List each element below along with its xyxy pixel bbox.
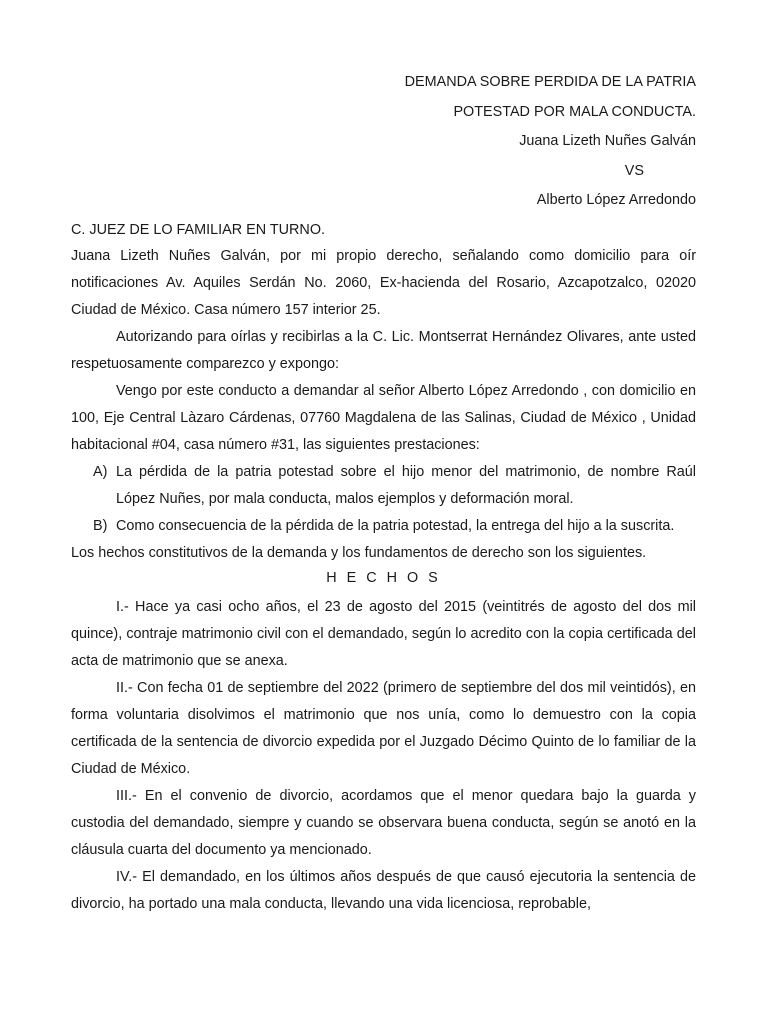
document-body xyxy=(71,217,696,918)
petition-item xyxy=(71,459,696,513)
authorization-paragraph: Autorizando para oírlas y recibirlas a la C. Lic. Montserrat Hernández Olivares, ante usted respetuosamente comparezco y expongo: xyxy=(71,329,696,372)
fact-paragraph: II.- Con fecha 01 de septiembre del 2022 (primero de septiembre del dos mil veintidós), en forma voluntaria disolvimos el matrimonio que nos unía, como lo demuestro con la copia certificada de la sentencia de divorcio expedida por el Juzgado Décimo Quinto de lo familiar de la Ciudad de México. xyxy=(71,680,696,777)
transition-paragraph: Los hechos constitutivos de la demanda y los fundamentos de derecho son los siguientes. xyxy=(71,545,647,561)
petition-item xyxy=(71,513,696,540)
claim-paragraph: Vengo por este conducto a demandar al señor Alberto López Arredondo , con domicilio en 100, Eje Central Làzaro Cárdenas, 07760 Magdalena de las Salinas, Ciudad de México , Unidad habitacional #04, casa número #31, las siguientes prestaciones: xyxy=(71,383,696,453)
petition-text: Como consecuencia de la pérdida de la patria potestad, la entrega del hijo a la suscrita. xyxy=(116,518,675,534)
petition-marker: B) xyxy=(93,518,108,534)
facts-section-title: H E C H O S xyxy=(326,570,441,586)
petition-list xyxy=(71,459,696,540)
document-title-line-2: POTESTAD POR MALA CONDUCTA. xyxy=(453,103,696,120)
fact-paragraph: I.- Hace ya casi ocho años, el 23 de agosto del 2015 (veintitrés de agosto del dos mil quince), contraje matrimonio civil con el demandado, según lo acredito con la copia certificada del acta de matrimonio que se anexa. xyxy=(71,599,696,669)
petition-marker: A) xyxy=(93,464,108,480)
versus-label: VS xyxy=(624,162,644,179)
fact-paragraph: IV.- El demandado, en los últimos años después de que causó ejecutoria la sentencia de divorcio, ha portado una mala conducta, llevando una vida licenciosa, reprobable, xyxy=(71,869,696,912)
document-heading xyxy=(276,69,696,217)
defendant-name: Alberto López Arredondo xyxy=(536,192,696,208)
addressee: C. JUEZ DE LO FAMILIAR EN TURNO. xyxy=(71,222,326,238)
document-title-line-1: DEMANDA SOBRE PERDIDA DE LA PATRIA xyxy=(404,74,696,90)
intro-paragraph: Juana Lizeth Nuñes Galván, por mi propio derecho, señalando como domicilio para oír notificaciones Av. Aquiles Serdán No. 2060, Ex-hacienda del Rosario, Azcapotzalco, 02020 Ciudad de México. Casa número 157 interior 25. xyxy=(71,248,696,318)
fact-paragraph: III.- En el convenio de divorcio, acordamos que el menor quedara bajo la guarda y custodia del demandado, siempre y cuando se observara buena conducta, según se anotó en la cláusula cuarta del documento ya mencionado. xyxy=(71,788,696,858)
plaintiff-name: Juana Lizeth Nuñes Galván xyxy=(519,133,696,149)
petition-text: La pérdida de la patria potestad sobre el hijo menor del matrimonio, de nombre Raúl López Nuñes, por mala conducta, malos ejemplos y deformación moral. xyxy=(116,464,696,507)
